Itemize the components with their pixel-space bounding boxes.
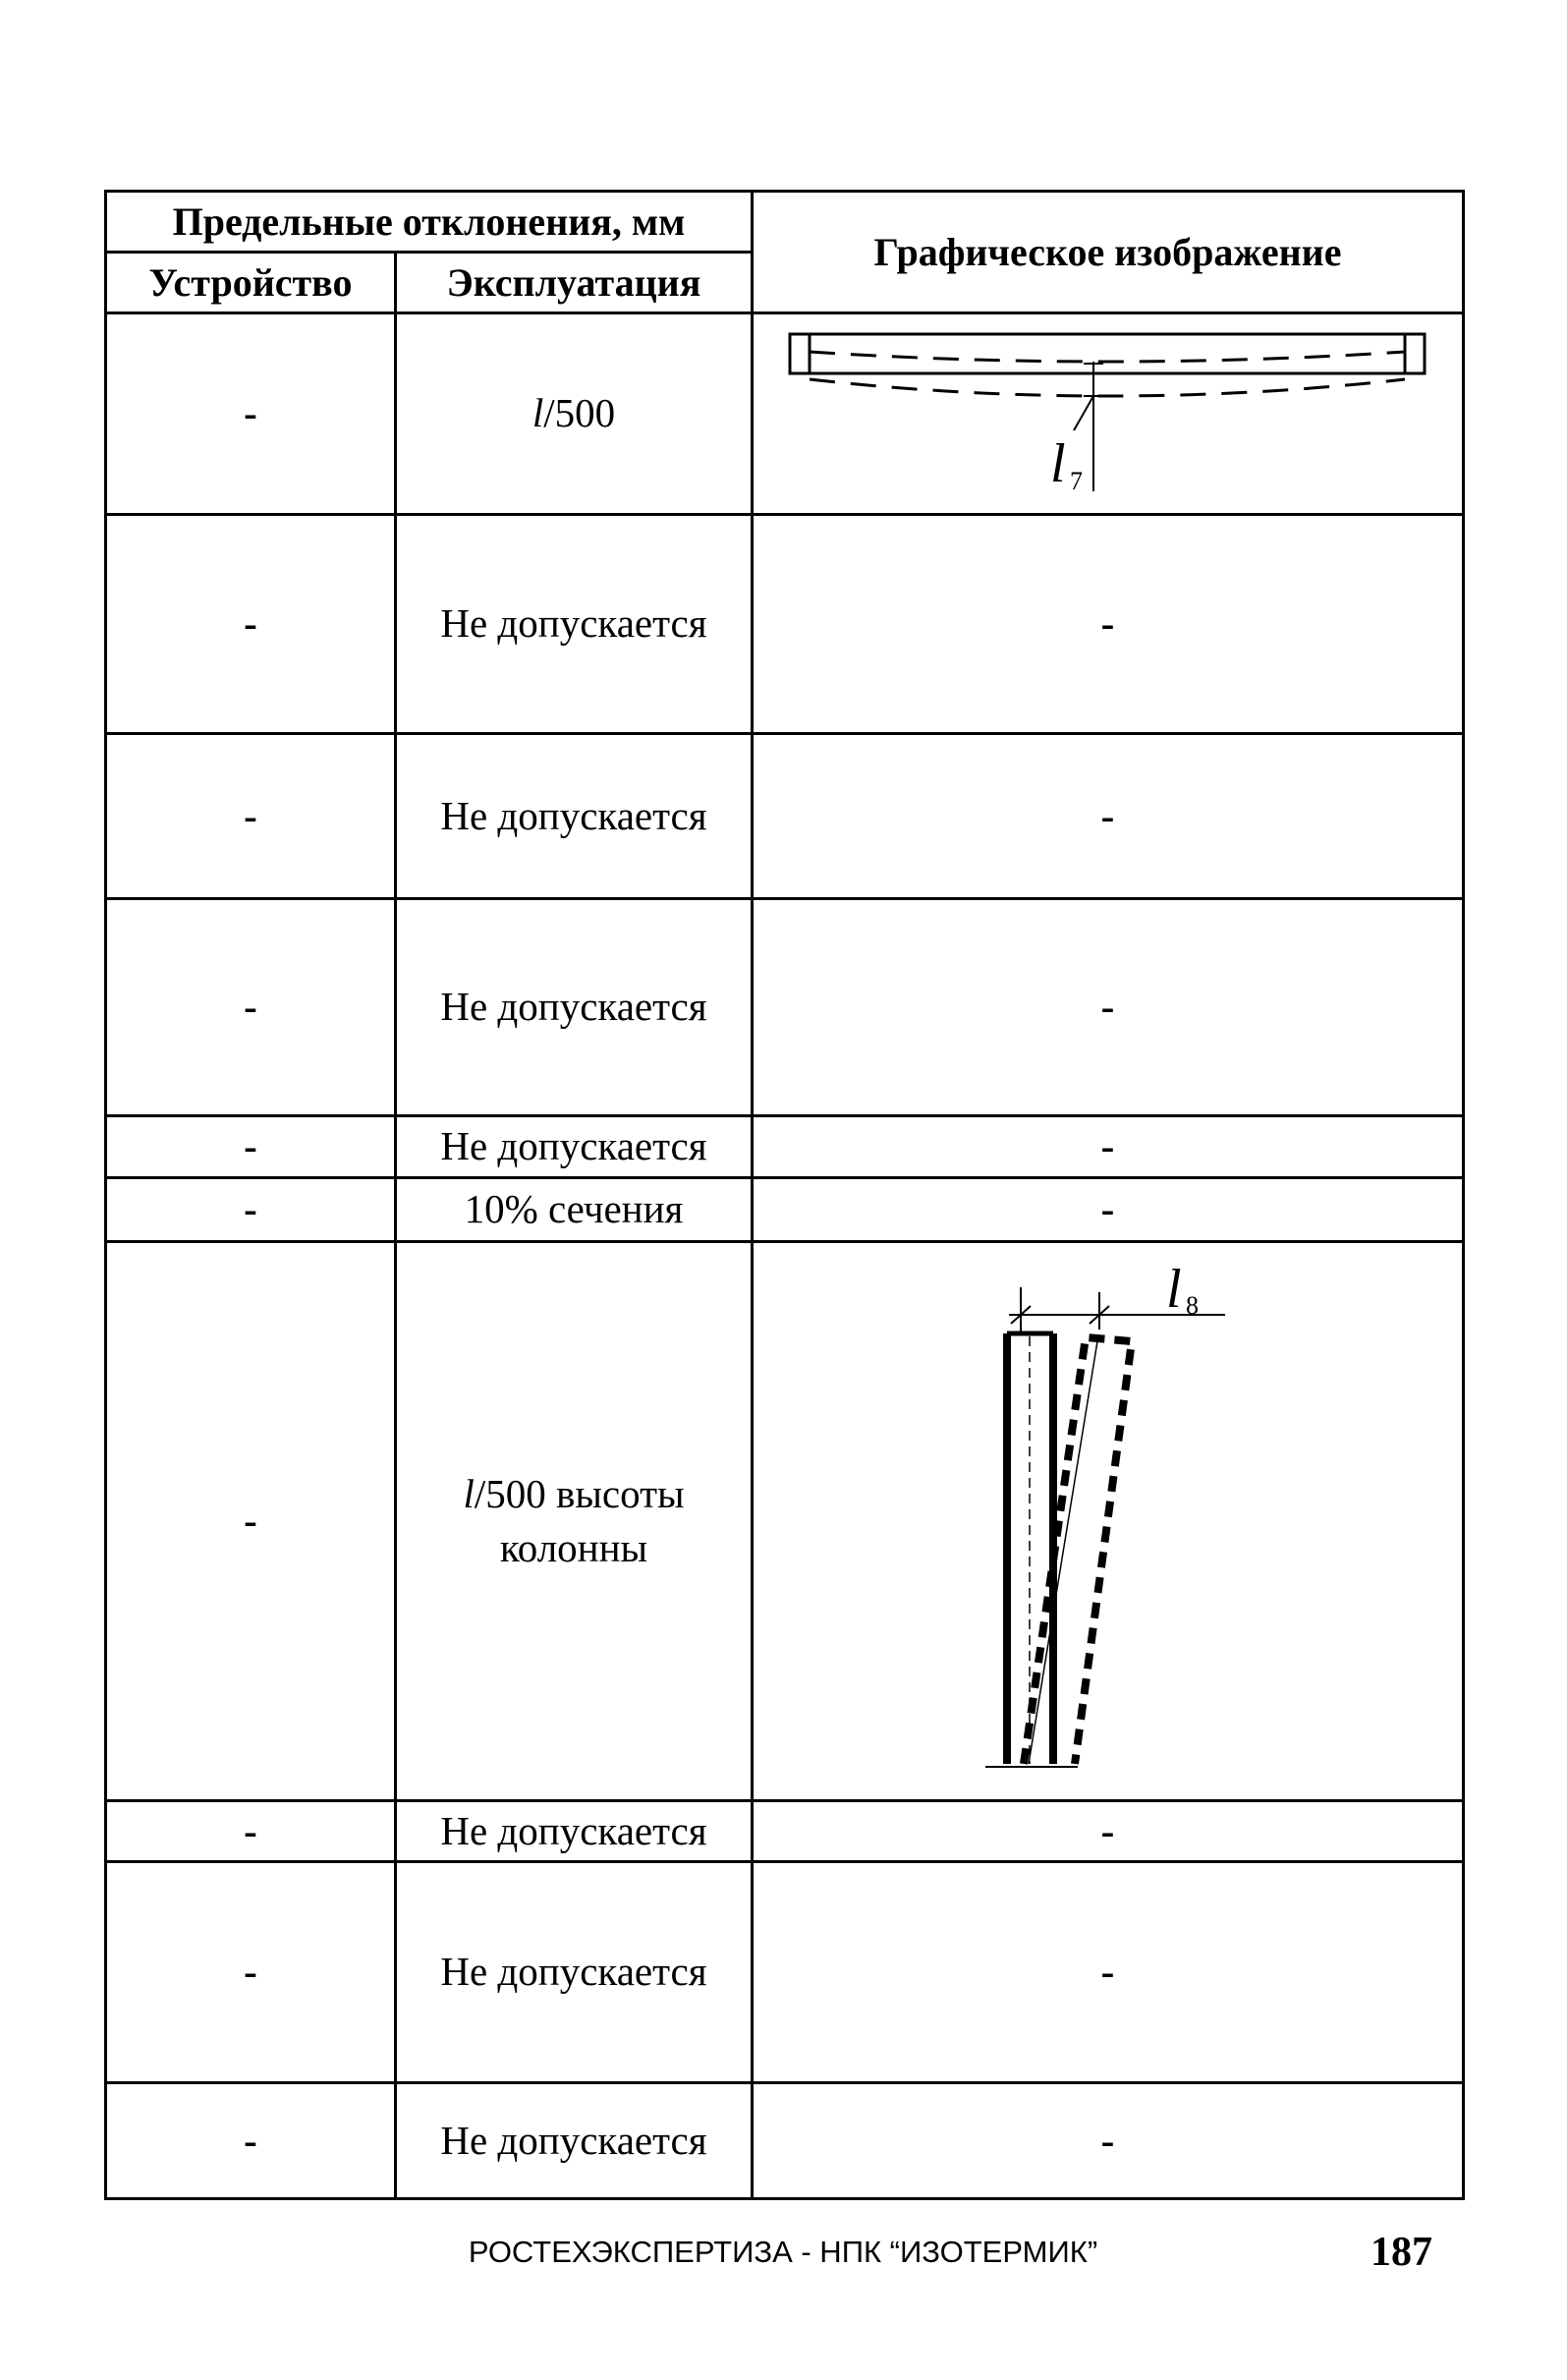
page-footer	[104, 2229, 1462, 2278]
install-cell: -	[106, 899, 396, 1116]
length-symbol: l	[463, 1470, 475, 1516]
deflection-label: l	[1050, 433, 1066, 494]
table-row	[106, 1862, 1464, 2083]
operation-cell: Не допускается	[396, 515, 753, 734]
beam-deflection-figure	[753, 313, 1464, 515]
table-row	[106, 899, 1464, 1116]
graphic-cell: -	[753, 515, 1464, 734]
limits-group-header: Предельные отклонения, мм	[106, 192, 753, 253]
page-number: 187	[1371, 2230, 1432, 2275]
operation-cell: 10% сечения	[396, 1178, 753, 1242]
length-symbol: l	[532, 390, 544, 436]
install-cell: -	[106, 1801, 396, 1862]
deviation-table	[104, 190, 1465, 2200]
graphic-cell: -	[753, 1116, 1464, 1178]
tilted-column-axis	[1029, 1341, 1097, 1764]
operation-cell: Не допускается	[396, 2083, 753, 2199]
operation-cell: Не допускается	[396, 734, 753, 899]
install-cell: -	[106, 734, 396, 899]
operation-text-line2: колонны	[499, 1525, 648, 1570]
install-header: Устройство	[106, 253, 396, 313]
install-cell: -	[106, 2083, 396, 2199]
graphic-cell: -	[753, 1178, 1464, 1242]
graphic-cell: -	[753, 1801, 1464, 1862]
operation-cell: Не допускается	[396, 1801, 753, 1862]
column-tilt-figure	[753, 1242, 1464, 1801]
table-row	[106, 1178, 1464, 1242]
graphic-cell: -	[753, 734, 1464, 899]
operation-cell	[396, 313, 753, 515]
operation-cell: Не допускается	[396, 1862, 753, 2083]
operation-header: Эксплуатация	[396, 253, 753, 313]
footer-title: РОСТЕХЭКСПЕРТИЗА - НПК “ИЗОТЕРМИК”	[468, 2235, 1098, 2269]
beam-left-support	[790, 334, 810, 373]
table-row	[106, 1242, 1464, 1801]
beam-right-support	[1405, 334, 1425, 373]
table-row	[106, 1801, 1464, 1862]
header-row-1	[106, 192, 1464, 253]
install-cell: -	[106, 515, 396, 734]
graphic-cell: -	[753, 899, 1464, 1116]
install-cell: -	[106, 1242, 396, 1801]
tilt-label-subscript: 8	[1186, 1291, 1199, 1320]
tilt-label: l	[1166, 1259, 1182, 1320]
install-cell: -	[106, 1862, 396, 2083]
deflection-label-subscript: 7	[1070, 467, 1083, 495]
install-cell: -	[106, 1178, 396, 1242]
install-cell: -	[106, 1116, 396, 1178]
operation-cell: Не допускается	[396, 1116, 753, 1178]
column-tilt-drawing	[754, 1243, 1465, 1799]
table-row	[106, 515, 1464, 734]
graphic-cell: -	[753, 2083, 1464, 2199]
operation-text-block	[463, 1467, 684, 1576]
table-row	[106, 2083, 1464, 2199]
tilted-column-outline	[1024, 1337, 1132, 1764]
leader-line	[1074, 396, 1093, 430]
operation-text: /500 высоты	[474, 1470, 685, 1516]
install-cell: -	[106, 313, 396, 515]
table-row	[106, 313, 1464, 515]
table-row	[106, 1116, 1464, 1178]
graphic-cell: -	[753, 1862, 1464, 2083]
operation-cell: Не допускается	[396, 899, 753, 1116]
graphic-header: Графическое изображение	[753, 192, 1464, 313]
table-row	[106, 734, 1464, 899]
operation-text: /500	[543, 390, 616, 436]
operation-cell	[396, 1242, 753, 1801]
deflected-beam-top	[810, 352, 1405, 362]
beam-deflection-drawing	[754, 314, 1465, 513]
deflected-beam-bottom	[810, 379, 1405, 396]
